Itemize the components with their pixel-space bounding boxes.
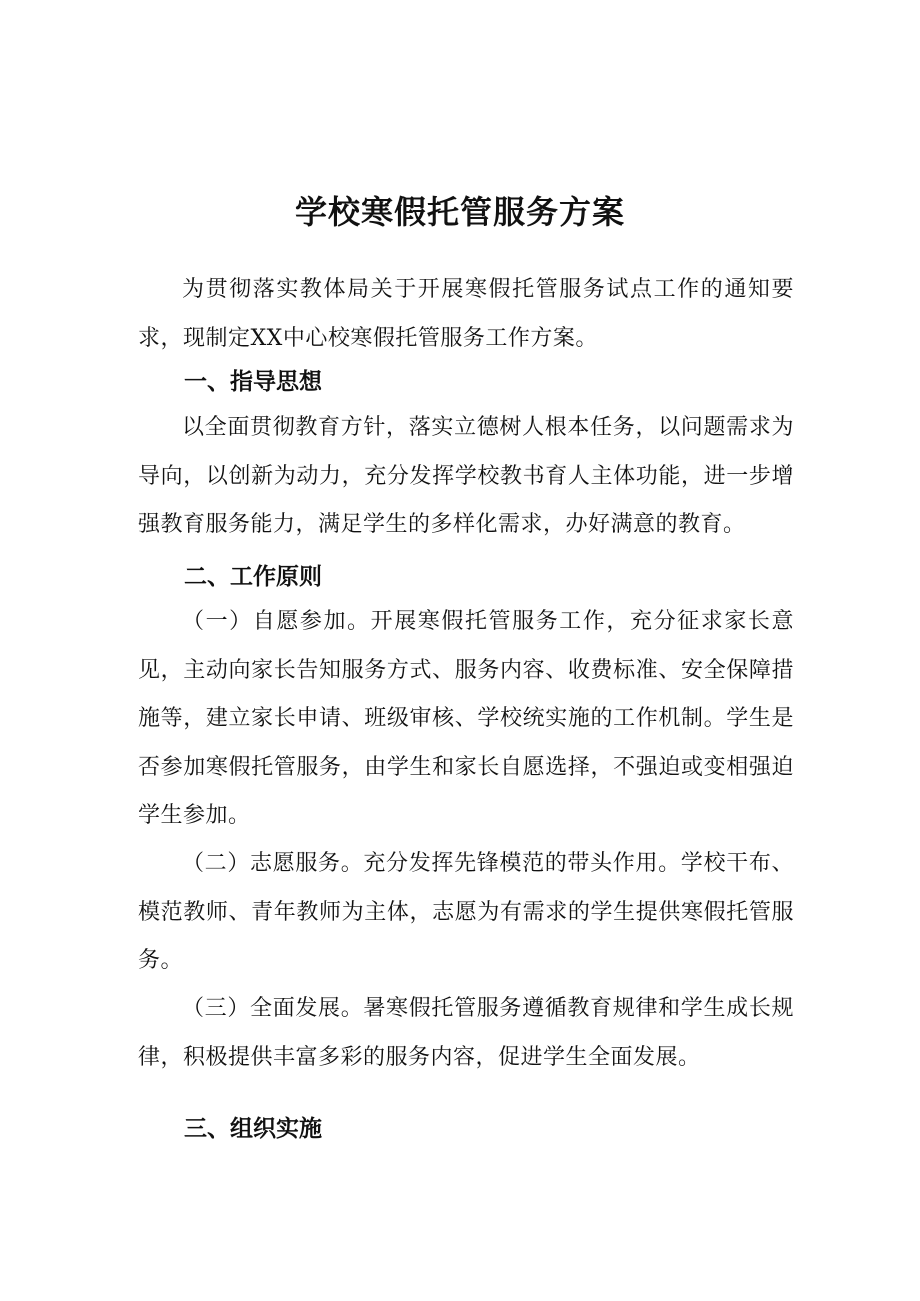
paragraph-guiding-ideology: 以全面贯彻教育方针，落实立德树人根本任务，以问题需求为导向，以创新为动力，充分发挥学校教书育人主体功能，进一步增强教育服务能力，满足学生的多样化需求，办好满意的教育。 [138,415,794,537]
section-heading-guiding-ideology: 一、指导思想 [184,369,322,395]
paragraph-principle-volunteer-service: （二）志愿服务。充分发挥先锋模范的带头作用。学校干布、模范教师、青年教师为主体，志愿为有需求的学生提供寒假托管服务。 [138,851,794,973]
intro-paragraph: 为贯彻落实教体局关于开展寒假托管服务试点工作的通知要求，现制定XX中心校寒假托管服务工作方案。 [138,277,794,351]
paragraph-principle-voluntary: （一）自愿参加。开展寒假托管服务工作，充分征求家长意见，主动向家长告知服务方式、服务内容、收费标准、安全保障措施等，建立家长申请、班级审核、学校统实施的工作机制。学生是否参加寒假托管服务，由学生和家长自愿选择，不强迫或变相强迫学生参加。 [138,609,794,828]
section-heading-organization: 三、组织实施 [184,1116,322,1142]
section-heading-work-principles: 二、工作原则 [184,564,322,590]
document-title: 学校寒假托管服务方案 [294,193,625,232]
paragraph-principle-all-round-development: （三）全面发展。暑寒假托管服务遵循教育规律和学生成长规律，积极提供丰富多彩的服务内容，促进学生全面发展。 [138,996,794,1070]
